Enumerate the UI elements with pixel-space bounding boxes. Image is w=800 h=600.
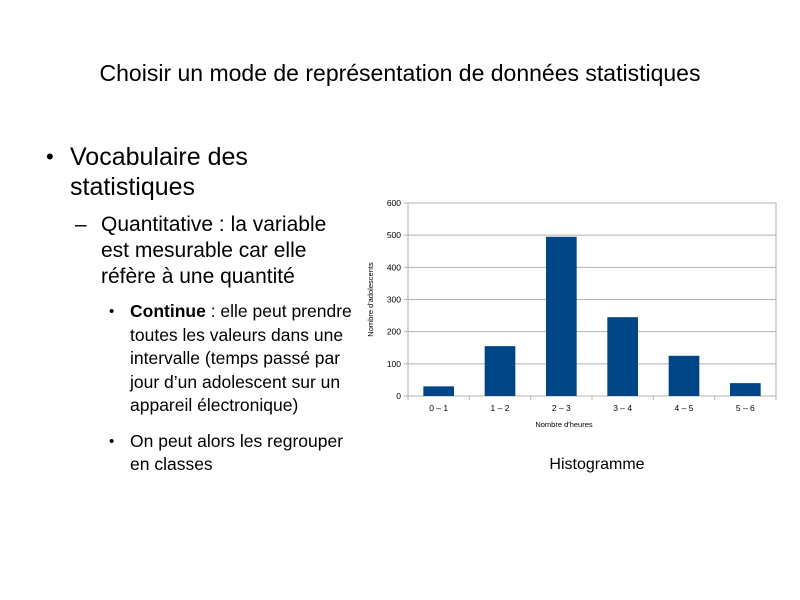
y-tick-label: 300 xyxy=(386,294,401,305)
bullet-level1 xyxy=(40,142,360,202)
bullet-list xyxy=(40,142,360,477)
bullet-dot-small-icon: • xyxy=(109,303,115,320)
x-tick-label: 3 – 4 xyxy=(613,403,633,413)
bullet-vocabulaire: Vocabulaire des statistiques xyxy=(70,143,248,201)
bullet-continue-term: Continue xyxy=(130,301,206,321)
y-tick-label: 0 xyxy=(396,391,401,401)
bar-3 xyxy=(546,237,577,396)
bullet-level3-continue xyxy=(40,300,360,418)
chart-caption: Histogramme xyxy=(549,456,645,473)
x-tick-label: 4 – 5 xyxy=(674,403,694,413)
y-tick-label: 400 xyxy=(386,262,401,273)
bullet-dot-icon: • xyxy=(46,144,54,169)
x-tick-label: 0 – 1 xyxy=(429,403,449,413)
y-tick-label: 200 xyxy=(386,326,401,337)
bar-2 xyxy=(485,346,516,396)
y-tick-label: 500 xyxy=(386,230,401,241)
slide-title: Choisir un mode de représentation de données statistiques xyxy=(99,60,701,86)
bar-5 xyxy=(669,356,700,396)
bar-1 xyxy=(423,386,454,396)
bullet-continue-text: : elle peut prendre toutes les valeurs dans une intervalle (temps passé par jour d’un adolescent sur un appareil électronique) xyxy=(130,301,352,415)
bullet-level3-classes xyxy=(40,430,360,477)
bar-4 xyxy=(607,317,638,396)
y-axis-label: Nombre d'adolescents xyxy=(366,262,375,337)
bullet-dot-small-icon: • xyxy=(109,432,115,450)
bar-6 xyxy=(730,383,761,396)
x-axis-label: Nombre d'heures xyxy=(535,420,593,429)
y-tick-label: 100 xyxy=(386,358,401,369)
bullet-level2 xyxy=(40,212,360,290)
bullet-dash-icon: – xyxy=(75,213,87,236)
x-tick-label: 1 – 2 xyxy=(490,403,510,413)
histogram-chart xyxy=(362,195,792,440)
x-tick-label: 5 – 6 xyxy=(735,403,755,413)
bullet-classes-text: On peut alors les regrouper en classes xyxy=(130,430,344,474)
x-tick-label: 2 – 3 xyxy=(551,403,571,413)
bullet-quantitative: Quantitative : la variable est mesurable car elle réfère à une quantité xyxy=(101,213,327,288)
y-tick-label: 600 xyxy=(386,198,401,208)
